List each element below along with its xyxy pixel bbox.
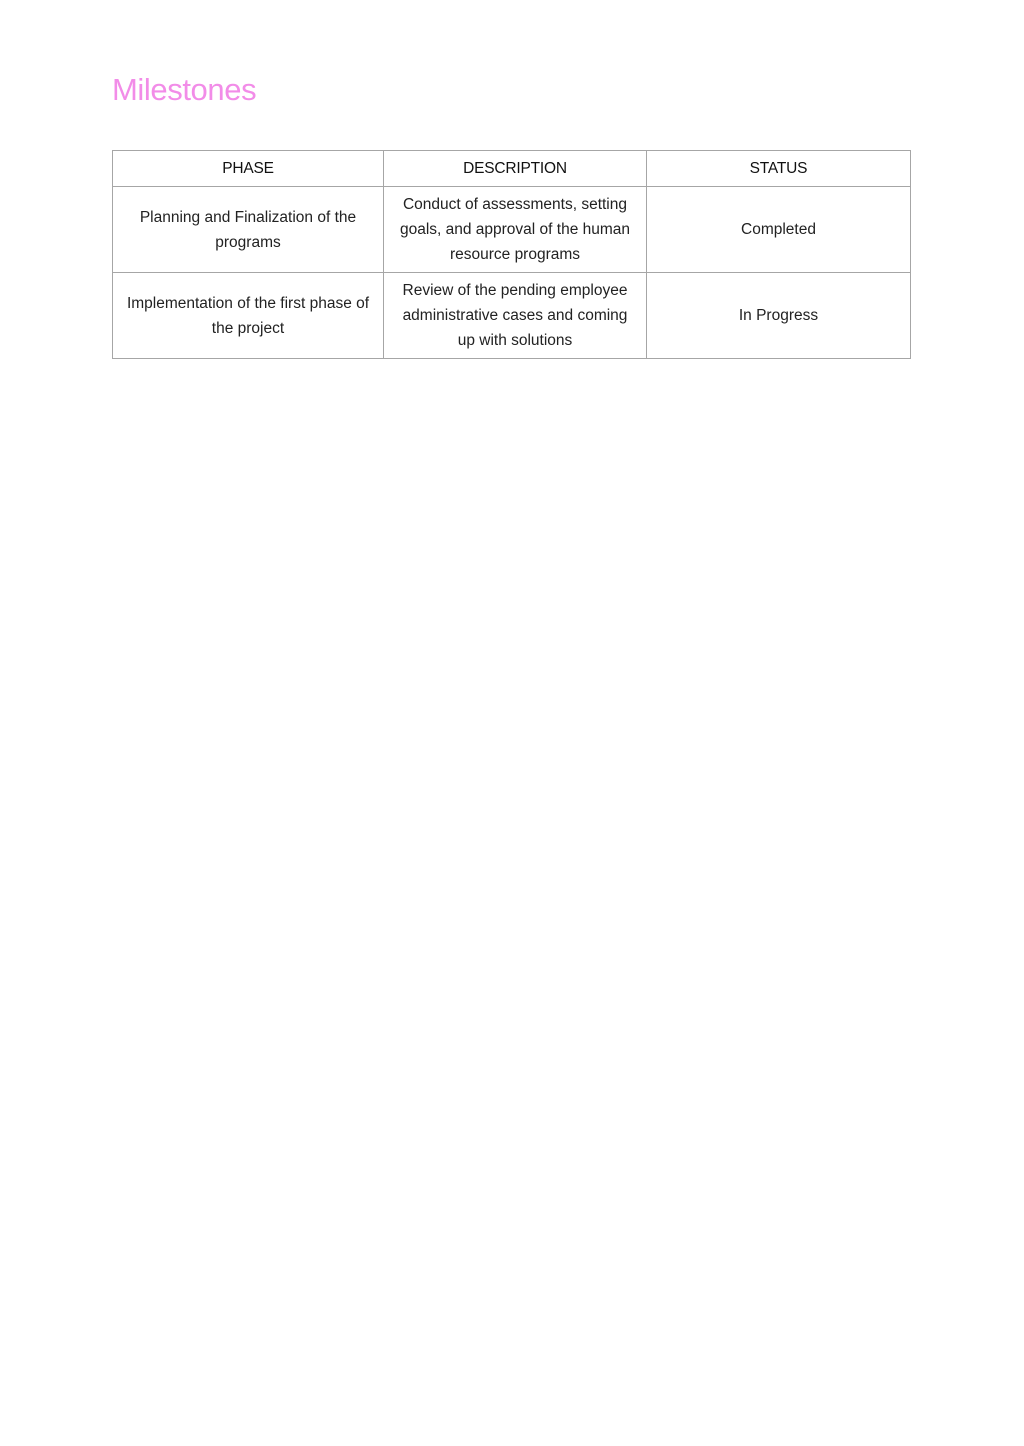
table-header-row: [113, 151, 911, 187]
cell-description: Review of the pending employee administrative cases and coming up with solutions: [384, 273, 647, 359]
cell-phase: Planning and Finalization of the programs: [113, 187, 384, 273]
cell-status: In Progress: [647, 273, 911, 359]
header-status: STATUS: [647, 151, 911, 187]
cell-status: Completed: [647, 187, 911, 273]
cell-description: Conduct of assessments, setting goals, and approval of the human resource programs: [384, 187, 647, 273]
table-row: [113, 273, 911, 359]
table-row: [113, 187, 911, 273]
cell-phase: Implementation of the first phase of the project: [113, 273, 384, 359]
milestones-table: [112, 150, 911, 359]
page-title: Milestones: [112, 72, 257, 107]
header-phase: PHASE: [113, 151, 384, 187]
header-description: DESCRIPTION: [384, 151, 647, 187]
